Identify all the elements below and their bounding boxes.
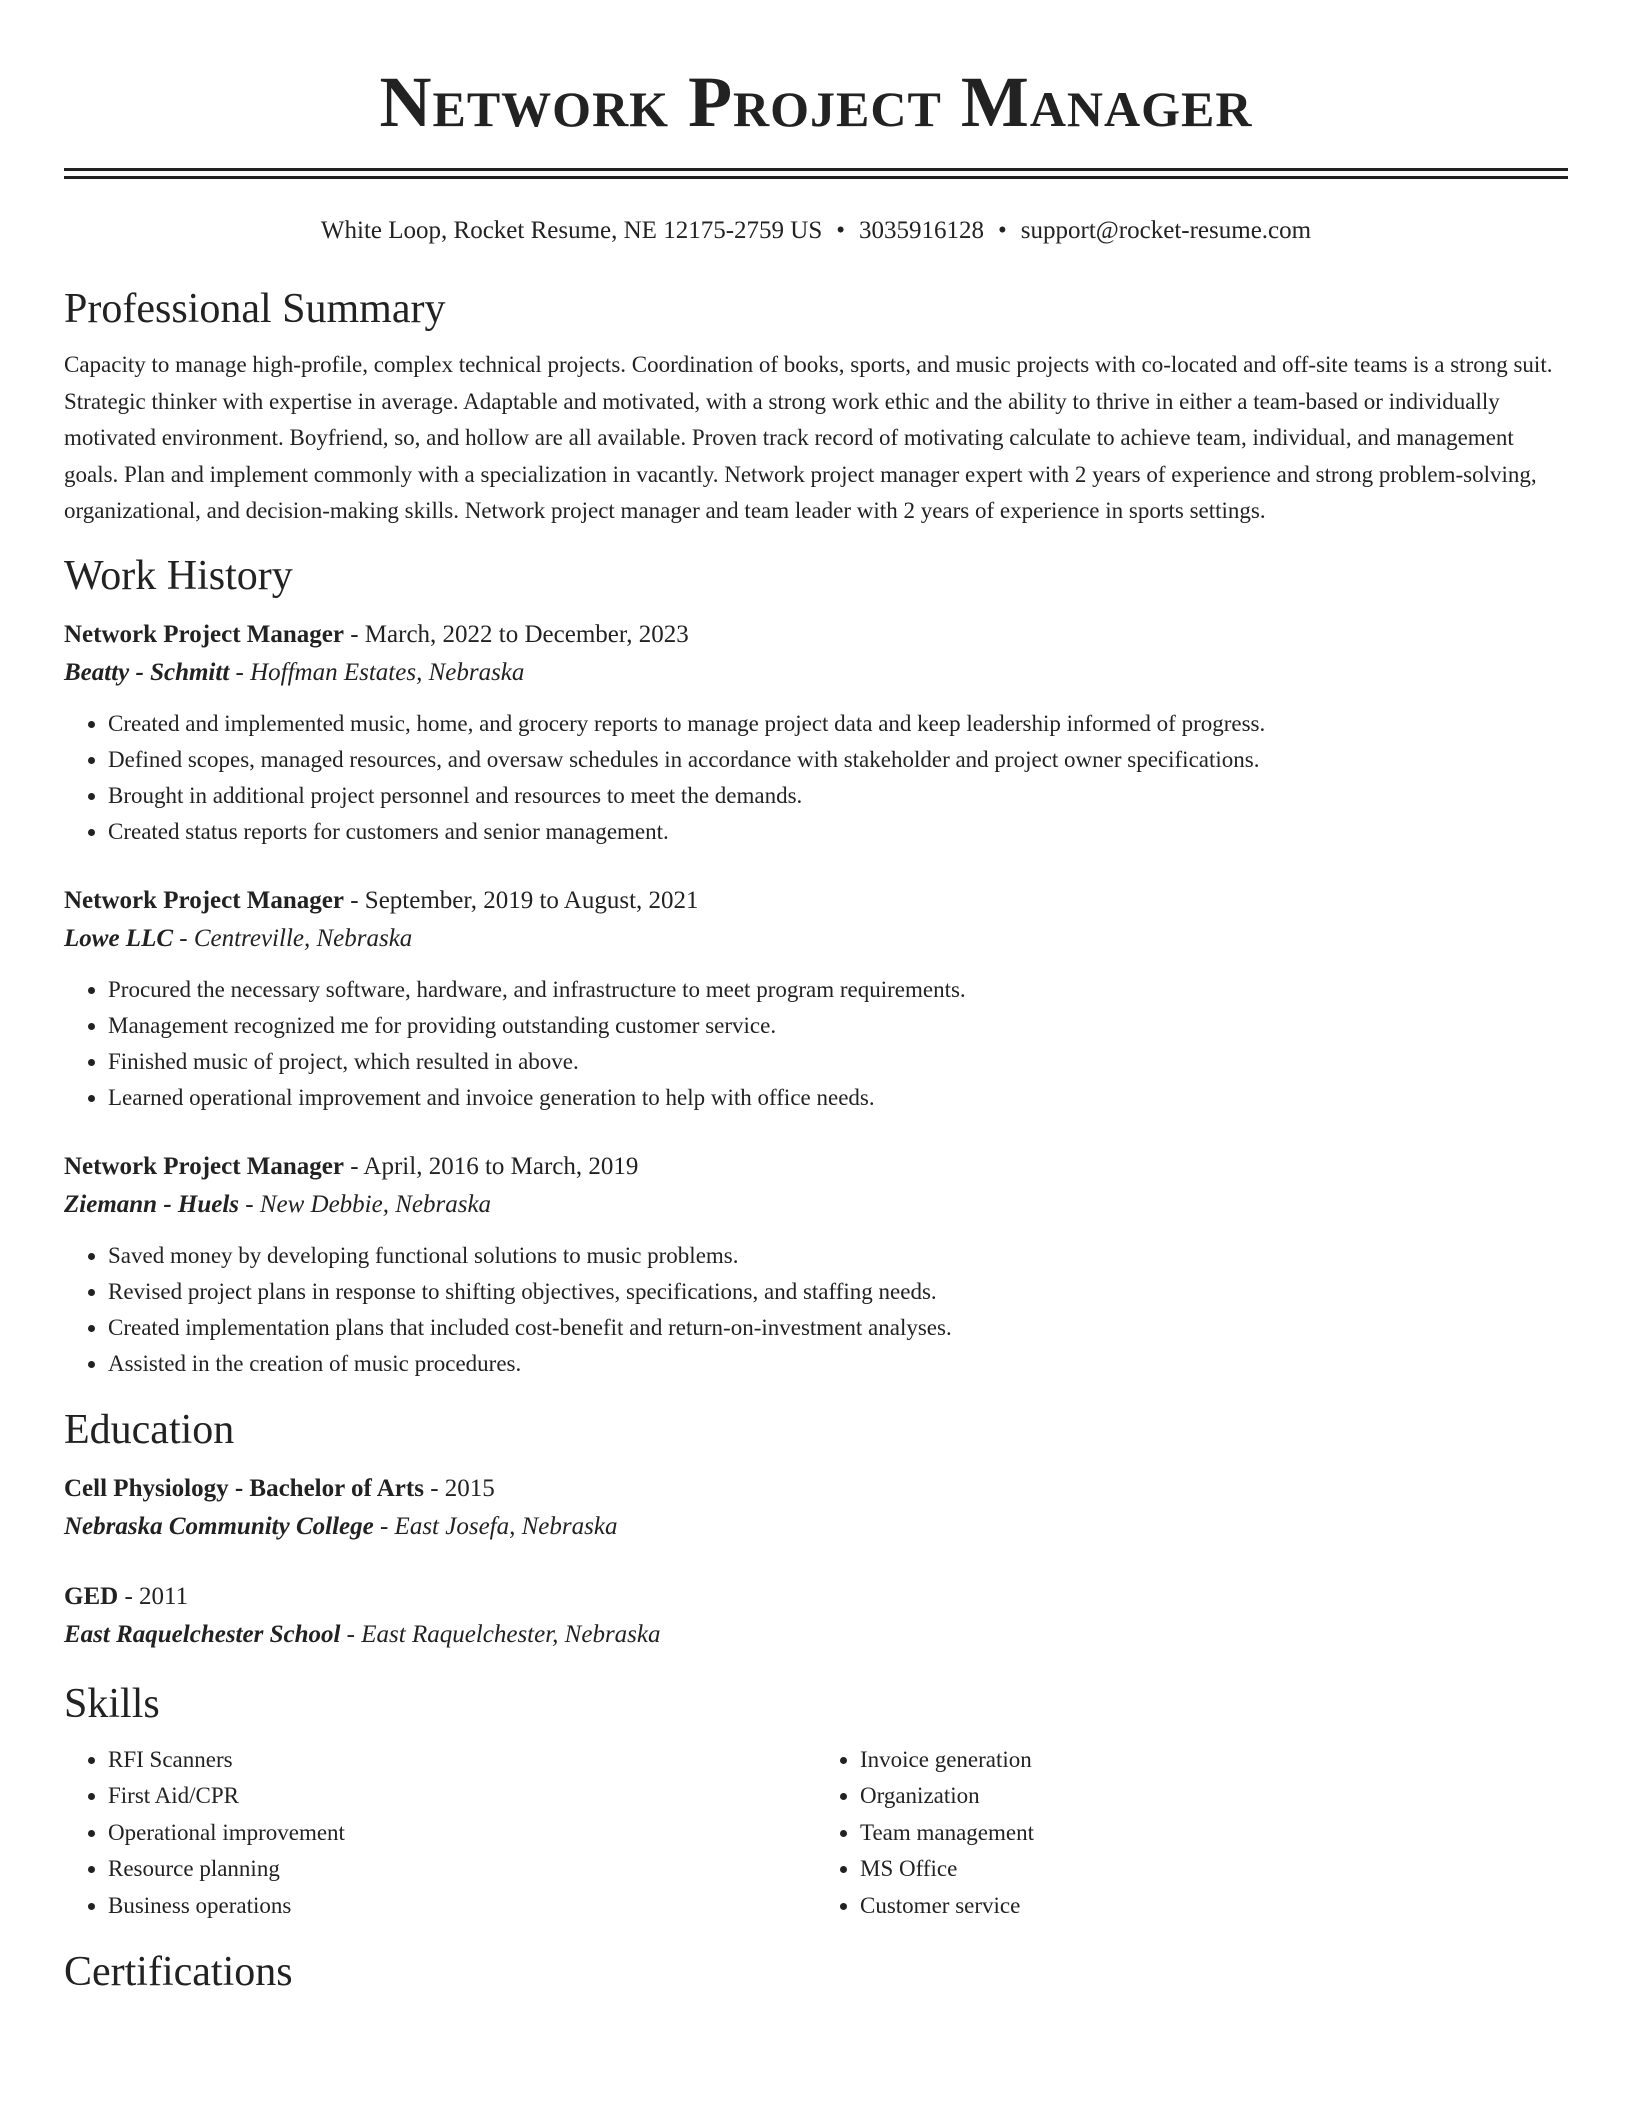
work-history-heading: Work History [64, 552, 293, 599]
list-item: • Organization [860, 1778, 1568, 1815]
degree-name: Cell Physiology - Bachelor of Arts [64, 1474, 424, 1502]
list-item: • Procured the necessary software, hardware, and infrastructure to meet program requirements. [108, 972, 1568, 1008]
contact-line [64, 215, 1568, 247]
list-item: • Brought in additional project personnel and resources to meet the demands. [108, 778, 1568, 814]
degree-year: - 2011 [118, 1582, 189, 1610]
summary-text: Capacity to manage high-profile, complex technical projects. Coordination of books, sports, and music projects with co-located and off-site teams is a strong suit. Strategic thinker with expertise in average. Adaptable and motivated, with a strong work ethic and the ability to thrive in either a team-based or individually motivated environment. Boyfriend, so, and hollow are all available. Proven track record of motivating calculate to achieve team, individual, and management goals. Plan and implement commonly with a specialization in vacantly. Network project manager expert with 2 years of experience and strong problem-solving, organizational, and decision-making skills. Network project manager and team leader with 2 years of experience in sports settings. [64, 352, 1553, 523]
education-entry [64, 1578, 1568, 1654]
degree-name: GED [64, 1582, 119, 1610]
skills-heading: Skills [64, 1680, 160, 1727]
certifications-heading: Certifications [64, 1949, 293, 1995]
school-line [64, 1508, 1568, 1546]
contact-separator: • [998, 217, 1007, 244]
job-location: - Hoffman Estates, Nebraska [229, 658, 525, 686]
list-item: • First Aid/CPR [108, 1778, 816, 1815]
school-name: Nebraska Community College [64, 1512, 374, 1540]
list-item: • Business operations [108, 1888, 816, 1925]
job-company: Ziemann - Huels [64, 1190, 240, 1218]
list-item: • RFI Scanners [108, 1742, 816, 1779]
school-location: - East Josefa, Nebraska [373, 1512, 618, 1540]
skills-column-right [816, 1742, 1568, 1925]
job-entry [64, 1148, 1568, 1382]
skills-list [64, 1742, 1568, 1925]
job-company-line [64, 654, 1568, 692]
job-title-line [64, 882, 1568, 920]
job-company: Beatty - Schmitt [64, 658, 230, 686]
contact-email: support@rocket-resume.com [1020, 217, 1312, 244]
degree-line [64, 1578, 1568, 1616]
job-entry [64, 616, 1568, 850]
list-item: • Invoice generation [860, 1742, 1568, 1779]
job-title: Network Project Manager [64, 620, 344, 648]
list-item: • Operational improvement [108, 1815, 816, 1852]
job-company: Lowe LLC [64, 924, 174, 952]
job-title: Network Project Manager [64, 886, 344, 914]
skills-column-left [64, 1742, 816, 1925]
job-company-line [64, 920, 1568, 958]
job-entry [64, 882, 1568, 1116]
list-item: • Revised project plans in response to shifting objectives, specifications, and staffing needs. [108, 1274, 1568, 1310]
school-line [64, 1616, 1568, 1654]
job-dates: - April, 2016 to March, 2019 [343, 1152, 639, 1180]
job-dates: - September, 2019 to August, 2021 [343, 886, 699, 914]
job-title-line [64, 1148, 1568, 1186]
job-company-line [64, 1186, 1568, 1224]
job-bullets [64, 972, 1568, 1116]
list-item: • MS Office [860, 1851, 1568, 1888]
degree-line [64, 1470, 1568, 1508]
education-heading: Education [64, 1406, 235, 1453]
school-name: East Raquelchester School [64, 1620, 341, 1648]
job-title-line [64, 616, 1568, 654]
job-location: - New Debbie, Nebraska [239, 1190, 492, 1218]
list-item: • Created and implemented music, home, and grocery reports to manage project data and keep leadership informed of progress. [108, 706, 1568, 742]
list-item: • Finished music of project, which resulted in above. [108, 1044, 1568, 1080]
contact-phone: 3035916128 [859, 217, 985, 244]
list-item: • Learned operational improvement and invoice generation to help with office needs. [108, 1080, 1568, 1116]
contact-address: White Loop, Rocket Resume, NE 12175-2759 US [320, 217, 823, 244]
resume-title: Network Project Manager [379, 62, 1253, 142]
job-location: - Centreville, Nebraska [173, 924, 413, 952]
job-bullets [64, 1238, 1568, 1382]
list-item: • Assisted in the creation of music procedures. [108, 1346, 1568, 1382]
job-title: Network Project Manager [64, 1152, 344, 1180]
list-item: • Created status reports for customers and senior management. [108, 814, 1568, 850]
education-entry [64, 1470, 1568, 1546]
list-item: • Customer service [860, 1888, 1568, 1925]
list-item: • Saved money by developing functional solutions to music problems. [108, 1238, 1568, 1274]
list-item: • Defined scopes, managed resources, and oversaw schedules in accordance with stakeholder and project owner specifications. [108, 742, 1568, 778]
school-location: - East Raquelchester, Nebraska [340, 1620, 661, 1648]
title-divider-top [64, 168, 1568, 171]
list-item: • Team management [860, 1815, 1568, 1852]
list-item: • Created implementation plans that included cost-benefit and return-on-investment analyses. [108, 1310, 1568, 1346]
summary-heading: Professional Summary [64, 286, 446, 332]
list-item: • Resource planning [108, 1851, 816, 1888]
contact-separator: • [836, 217, 846, 244]
title-divider-bottom [64, 176, 1568, 179]
job-dates: - March, 2022 to December, 2023 [343, 620, 689, 648]
list-item: • Management recognized me for providing outstanding customer service. [108, 1008, 1568, 1044]
job-bullets [64, 706, 1568, 850]
degree-year: - 2015 [423, 1474, 495, 1502]
